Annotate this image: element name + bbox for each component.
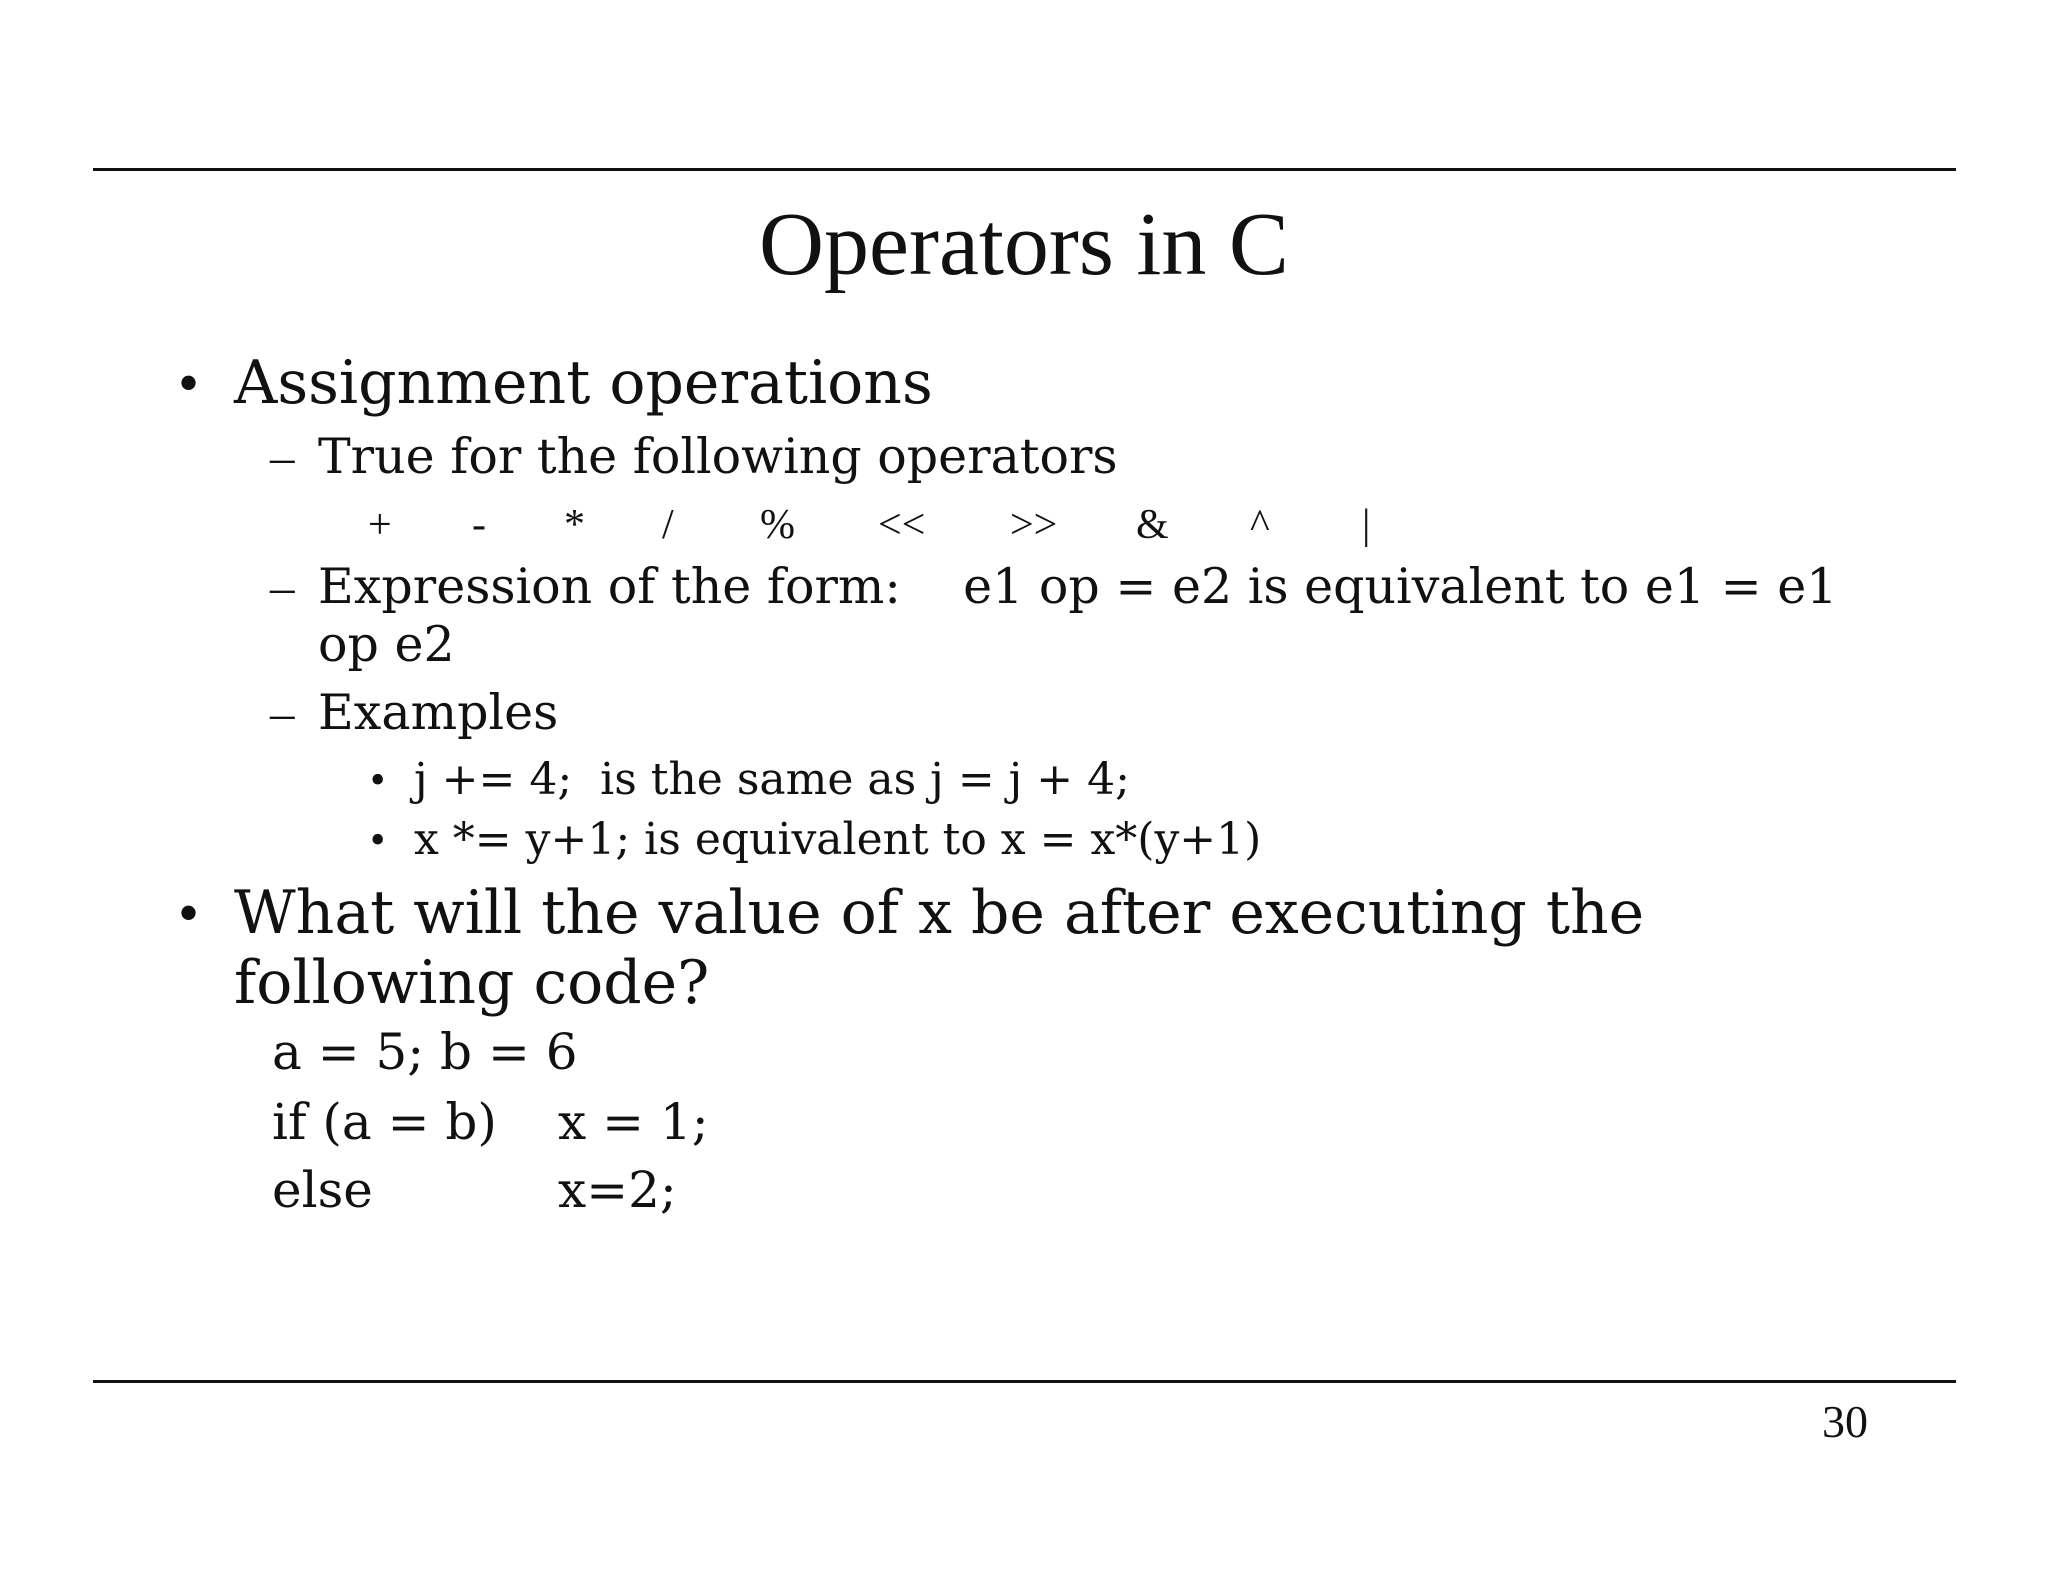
operator-divide: / [662, 502, 674, 548]
operator-bitwise-xor: ^ [1250, 502, 1270, 548]
bullet-text-line2: following code? [234, 948, 710, 1018]
bullet-marker: • [178, 350, 200, 416]
code-line [272, 1092, 497, 1152]
code-statement: x=2; [558, 1161, 677, 1219]
bullet-question-continued [234, 950, 709, 1016]
bullet-text-line1: What will the value of x be after executing the [234, 878, 1645, 948]
operator-shift-right: >> [1010, 502, 1058, 548]
code-line-action [558, 1160, 677, 1220]
bullet-text: Assignment operations [234, 348, 933, 418]
top-divider-line [93, 168, 1956, 171]
sub-bullet-text-line2: op e2 [318, 616, 455, 673]
code-statement: else [272, 1161, 373, 1219]
sub-bullet-text: Examples [318, 684, 559, 741]
operator-bitwise-and: & [1136, 502, 1169, 548]
bottom-divider-line [93, 1380, 1956, 1383]
sub-bullet-expression-form-continued [318, 616, 455, 674]
dash-marker: – [270, 559, 295, 614]
code-line [272, 1160, 373, 1220]
page-number: 30 [1822, 1396, 1868, 1447]
code-line-action [558, 1092, 709, 1152]
slide-title: Operators in C [759, 195, 1289, 294]
operator-plus: + [368, 502, 392, 548]
example-marker: • [370, 755, 386, 804]
code-statement: if (a = b) [272, 1093, 497, 1151]
operator-multiply: * [564, 502, 585, 548]
code-statement: a = 5; b = 6 [272, 1023, 578, 1081]
operator-list [0, 500, 2048, 550]
operator-modulo: % [760, 502, 795, 548]
example-marker: • [370, 815, 386, 864]
operator-shift-left: << [878, 502, 926, 548]
code-statement: x = 1; [558, 1093, 709, 1151]
example-text: x *= y+1; is equivalent to x = x*(y+1) [414, 814, 1262, 865]
dash-marker: – [270, 685, 295, 740]
sub-bullet-text: True for the following operators [318, 428, 1118, 485]
sub-bullet-text-line1: Expression of the form: e1 op = e2 is equivalent to e1 = e1 [318, 558, 1838, 615]
dash-marker: – [270, 429, 295, 484]
operator-minus: - [472, 502, 486, 548]
bullet-marker: • [178, 880, 200, 946]
operator-bitwise-or: | [1362, 502, 1371, 548]
code-line [272, 1022, 578, 1082]
example-text: j += 4; is the same as j = j + 4; [414, 754, 1130, 805]
